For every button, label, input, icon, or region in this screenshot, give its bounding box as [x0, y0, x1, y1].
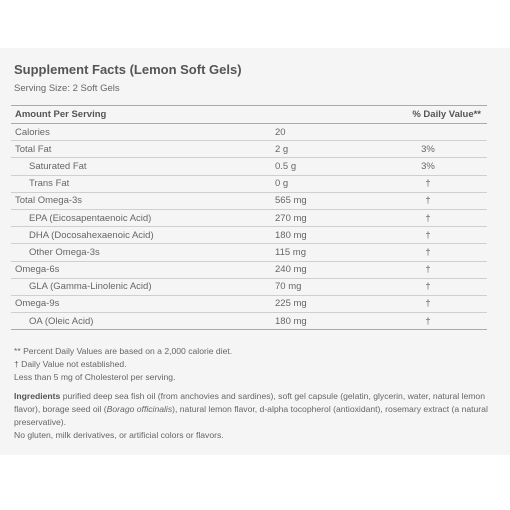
nutrient-daily-value: 3% [369, 141, 487, 158]
serving-size: Serving Size: 2 Soft Gels [14, 83, 120, 94]
nutrient-amount: 270 mg [265, 209, 369, 226]
nutrient-amount: 20 [265, 124, 369, 141]
footnotes [14, 345, 494, 384]
nutrient-daily-value: † [369, 244, 487, 261]
nutrition-table [11, 105, 487, 330]
table-header-row [11, 106, 487, 124]
table-row [11, 295, 487, 312]
nutrient-name: Other Omega-3s [11, 244, 265, 261]
nutrient-amount: 180 mg [265, 313, 369, 330]
nutrient-name: OA (Oleic Acid) [11, 313, 265, 330]
nutrient-name: EPA (Eicosapentaenoic Acid) [11, 209, 265, 226]
table-row [11, 192, 487, 209]
nutrient-amount: 2 g [265, 141, 369, 158]
table-body [11, 124, 487, 330]
nutrient-amount: 225 mg [265, 295, 369, 312]
nutrient-daily-value: † [369, 192, 487, 209]
ingredients-note: No gluten, milk derivatives, or artificial colors or flavors. [14, 430, 224, 440]
nutrient-daily-value: 3% [369, 158, 487, 175]
table-row [11, 278, 487, 295]
nutrient-daily-value: † [369, 313, 487, 330]
nutrient-name: Total Fat [11, 141, 265, 158]
nutrient-name: Total Omega-3s [11, 192, 265, 209]
nutrient-daily-value: † [369, 175, 487, 192]
nutrient-amount: 0 g [265, 175, 369, 192]
table-row [11, 158, 487, 175]
ingredients-part1: purified deep sea fish oil (from anchovies and sardines), soft gel capsule (gelatin, glycerin, water, natural lemon flavor), borage seed oil ( [14, 391, 485, 414]
footnote: † Daily Value not established. [14, 359, 127, 369]
table-row [11, 209, 487, 226]
nutrient-name: Calories [11, 124, 265, 141]
table-row [11, 261, 487, 278]
table-row [11, 227, 487, 244]
header-amount: Amount Per Serving [11, 106, 265, 124]
table-row [11, 175, 487, 192]
nutrient-name: Trans Fat [11, 175, 265, 192]
nutrient-amount: 115 mg [265, 244, 369, 261]
header-daily-value: % Daily Value** [369, 106, 487, 124]
nutrient-name: Omega-6s [11, 261, 265, 278]
nutrient-name: Saturated Fat [11, 158, 265, 175]
nutrient-name: DHA (Docosahexaenoic Acid) [11, 227, 265, 244]
supplement-facts-panel [0, 48, 510, 455]
panel-title: Supplement Facts (Lemon Soft Gels) [14, 62, 242, 77]
nutrient-amount: 180 mg [265, 227, 369, 244]
header-spacer [265, 106, 369, 124]
ingredients-label: Ingredients [14, 391, 61, 401]
footnote: ** Percent Daily Values are based on a 2,000 calorie diet. [14, 346, 233, 356]
ingredients-part2: ), natural lemon flavor, d-alpha tocopherol (antioxidant), rosemary extract (a natural preservative). [14, 404, 488, 427]
nutrient-daily-value [369, 124, 487, 141]
nutrient-daily-value: † [369, 278, 487, 295]
ingredients-text [14, 390, 498, 429]
nutrient-amount: 565 mg [265, 192, 369, 209]
nutrient-amount: 70 mg [265, 278, 369, 295]
nutrient-amount: 240 mg [265, 261, 369, 278]
table-row [11, 244, 487, 261]
nutrient-daily-value: † [369, 209, 487, 226]
nutrient-daily-value: † [369, 227, 487, 244]
nutrient-daily-value: † [369, 261, 487, 278]
nutrient-daily-value: † [369, 295, 487, 312]
footnote: Less than 5 mg of Cholesterol per serving. [14, 372, 176, 382]
table-row [11, 141, 487, 158]
ingredients-italic: Borago officinalis [106, 404, 173, 414]
nutrient-name: GLA (Gamma-Linolenic Acid) [11, 278, 265, 295]
nutrient-amount: 0.5 g [265, 158, 369, 175]
nutrient-name: Omega-9s [11, 295, 265, 312]
table-row [11, 124, 487, 141]
ingredients-block [14, 390, 498, 442]
table-row [11, 313, 487, 330]
